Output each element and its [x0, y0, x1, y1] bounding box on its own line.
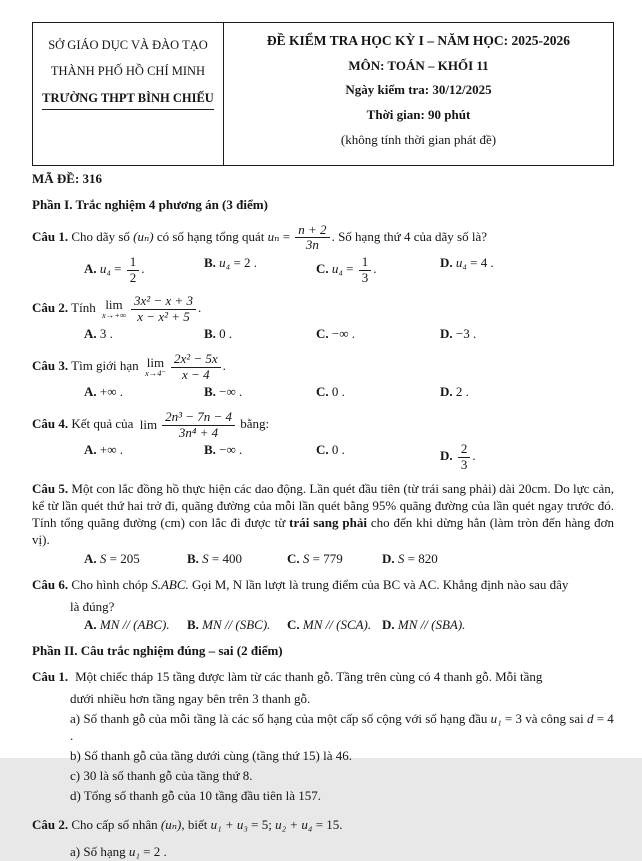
statement-b: b) Số thanh gỗ của tầng dưới cùng (tầng thứ 15) là 46.: [70, 747, 352, 763]
option-a: A. 3 .: [84, 326, 113, 342]
question-3: Câu 3. Tìm giới hạn lim x→4⁻ $\frac{\text{2x² − 5x}}{x - 4}$ .: [32, 351, 226, 382]
option-d: D. $\frac{2}{3}$ .: [440, 441, 476, 472]
fraction: $\frac{1}{2}$: [127, 255, 140, 285]
duration-line: Thời gian: 90 phút: [366, 107, 471, 123]
limit: lim x→4⁻: [144, 354, 166, 379]
question-4-options: [32, 442, 614, 472]
subject-line: MÔN: TOÁN – KHỐI 11: [348, 57, 489, 73]
fraction: $\frac{n + 2}{3n}$: [295, 223, 329, 253]
question-1-text: Cho dãy số: [68, 228, 134, 244]
question-5-bold-text: trái sang phải: [289, 515, 367, 531]
city-line: THÀNH PHỐ HỒ CHÍ MINH: [50, 64, 206, 79]
question-4: Câu 4. Kết quả của lim $\frac{\text{2n³ − 7n − 4}}{\text{3n⁴ + 4}}$ bằng:: [32, 409, 270, 440]
limit: lim: [139, 417, 158, 433]
option-c: C. 0 .: [316, 384, 345, 400]
part1-title: Phần I. Trắc nghiệm 4 phương án (3 điểm): [32, 197, 268, 212]
question-2: Câu 2. Tính lim x→+∞ $\frac{\text{3x² − x + 3}}{\text{x − x² + 5}}$ .: [32, 293, 202, 324]
option-d: D. −3 .: [440, 326, 477, 342]
fraction: $\frac{\text{2n³ − 7n − 4}}{\text{3n⁴ + 4}}$: [162, 410, 235, 440]
option-c: C. 0 .: [316, 442, 345, 458]
option-c: C. MN // (SCA).: [287, 617, 372, 633]
question-1-options: [32, 255, 614, 285]
question-1: Câu 1. Cho dãy số (uₙ) có số hạng tổng quát uₙ = $\frac{n + 2}{3n}$ . Số hạng thứ 4 của dãy số là?: [32, 221, 487, 253]
question-5-text: Một con lắc đồng hồ thực hiện các dao động. Lần quét đầu tiên (từ trái sang phải) dài 20cm. Do lực cản, kể từ lần quét thứ hai trở đi, quãng đường của mỗi lần quét bằng 95% quãng đường của lần quét ngay trước đó. Tính tổng quãng đường (cm) con lắc đi được từ: [32, 481, 615, 531]
statement-c: c) 30 là số thanh gỗ của tầng thứ 8.: [70, 767, 253, 783]
part2-question-1-label: Câu 1.: [32, 669, 69, 685]
option-b: B. S = 400: [187, 550, 243, 566]
fraction: $\frac{\text{2x² − 5x}}{x - 4}$: [171, 352, 221, 382]
question-4-text: Kết quả của: [68, 416, 137, 432]
option-a: A. S = 205: [84, 550, 140, 566]
question-6-options: [32, 617, 614, 634]
option-a: A. MN // (ABC).: [84, 617, 170, 633]
statement-a: a) Số hạng u₁ = 2 .: [70, 844, 167, 860]
duration-note-line: (không tính thời gian phát đề): [340, 132, 497, 148]
question-5-label: Câu 5.: [32, 481, 69, 497]
option-b: B. −∞ .: [204, 384, 243, 400]
limit: lim x→+∞: [101, 296, 127, 321]
fraction: $\frac{\text{3x² − x + 3}}{\text{x − x² + 5}}$: [131, 294, 196, 324]
question-5-options: [32, 551, 614, 568]
question-5: Câu 5. Một con lắc đồng hồ thực hiện các dao động. Lần quét đầu tiên (từ trái sang phải) dài 20cm. Do lực cản, kể từ lần quét thứ hai trở đi, quãng đường của mỗi lần quét bằng 95% quãng đường của lần quét ngay trước đó. Tính tổng quãng đường (cm) con lắc đi được từ trái sang phải cho đến khi dừng hẳn (làm tròn đến hàng đơn vị).: [32, 481, 615, 547]
option-d: D. 2 .: [440, 384, 469, 400]
department-line: SỞ GIÁO DỤC VÀ ĐÀO TẠO: [48, 38, 208, 52]
question-2-label: Câu 2.: [32, 300, 69, 316]
sequence-symbol: (uₙ): [133, 228, 154, 244]
part2-question-1: [32, 669, 614, 804]
question-3-text: Tìm giới hạn: [68, 358, 142, 374]
fraction: $\frac{1}{3}$: [359, 255, 372, 285]
option-c: C. u₄ = $\frac{1}{3}$ .: [316, 253, 377, 285]
option-b: B. MN // (SBC).: [187, 617, 271, 633]
part2-question-1-line-1: Câu 1. Một chiếc tháp 15 tầng được làm từ các thanh gỗ. Tầng trên cùng có 4 thanh gỗ. Mỗi tầng: [32, 669, 543, 685]
option-a: A. +∞ .: [84, 442, 123, 458]
option-c: C. −∞ .: [316, 326, 355, 342]
option-d: D. u₄ = 4 .: [440, 254, 494, 270]
statement-d: d) Tổng số thanh gỗ của 10 tầng đầu tiên là 157.: [70, 787, 322, 803]
option-b: B. u₄ = 2 .: [204, 254, 258, 270]
exam-title: ĐỀ KIỂM TRA HỌC KỲ I – NĂM HỌC: 2025-2026: [266, 33, 571, 48]
part2-title: Phần II. Câu trắc nghiệm đúng – sai (2 điểm): [32, 643, 283, 659]
question-6-line-1: Câu 6. Cho hình chóp S.ABC. Gọi M, N lần lượt là trung điểm của BC và AC. Khẳng định nào sau đây: [32, 576, 569, 592]
exam-date-line: Ngày kiểm tra: 30/12/2025: [345, 82, 492, 98]
question-6-line-2: là đúng?: [70, 598, 115, 614]
part2-question-2-label: Câu 2.: [32, 817, 69, 833]
question-3-label: Câu 3.: [32, 358, 69, 374]
option-b: B. 0 .: [204, 326, 233, 342]
option-d: D. MN // (SBA).: [382, 617, 466, 633]
header-box: [32, 22, 614, 166]
question-2-options: [32, 326, 614, 343]
question-4-label: Câu 4.: [32, 416, 69, 432]
question-3-options: [32, 384, 614, 401]
fraction: $\frac{2}{3}$: [458, 442, 471, 472]
option-a: A. u₄ = $\frac{1}{2}$ .: [84, 253, 145, 285]
option-c: C. S = 779: [287, 550, 343, 566]
header-left: [33, 23, 224, 165]
option-d: D. S = 820: [382, 550, 438, 566]
option-b: B. −∞ .: [204, 442, 243, 458]
header-right: [224, 23, 613, 165]
option-a: A. +∞ .: [84, 384, 123, 400]
question-6-label: Câu 6.: [32, 576, 69, 592]
exam-code: MÃ ĐỀ: 316: [32, 171, 103, 187]
part2-question-2-stem: Câu 2. Cho cấp số nhân (uₙ), biết u₁ + u₃ = 5; u₂ + u₄ = 15.: [32, 817, 343, 833]
question-6: [32, 577, 614, 616]
question-2-text: Tính: [68, 300, 99, 316]
part2-question-2: [32, 817, 614, 861]
statement-a: a) Số thanh gỗ của mỗi tầng là các số hạng của một cấp số cộng với số hạng đầu u₁ = 3 và công sai d = 4 .: [70, 711, 614, 743]
question-1-label: Câu 1.: [32, 228, 69, 244]
school-line: TRƯỜNG THPT BÌNH CHIẾU: [42, 90, 214, 110]
part2-question-1-line-2: dưới nhiều hơn tầng ngay bên trên 3 thanh gỗ.: [70, 691, 311, 707]
